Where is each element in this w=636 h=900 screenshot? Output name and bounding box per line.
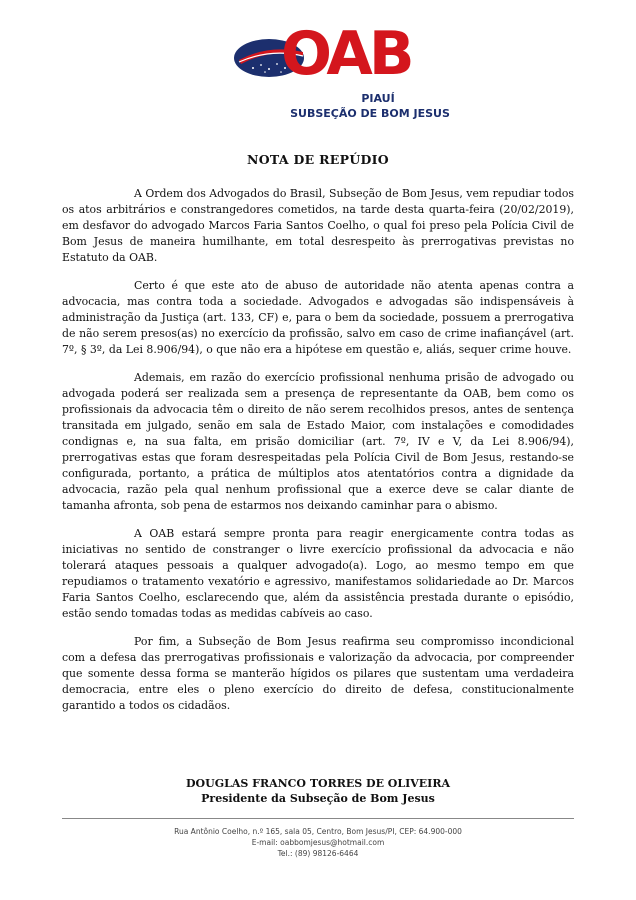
footer [0,826,636,859]
state-name: PIAUÍ [361,92,395,105]
signatory-name: DOUGLAS FRANCO TORRES DE OLIVEIRA [185,777,451,790]
document-title: NOTA DE REPÚDIO [247,152,389,167]
footer-phone: Tel.: (89) 98126-6464 [277,849,359,858]
paragraph: Ademais, em razão do exercício profissional nenhuma prisão de advogado ou advogada poderá ser realizada sem a presença de representante da OAB, bem como os profissionais da advocacia têm o direito de não serem recolhidos presos, antes de sentença transitada em julgado, senão em sala de Estado Maior, com instalações e comodidades condignas e, na sua falta, em prisão domiciliar (art. 7º, IV e V, da Lei 8.906/94), prerrogativas estas que foram desrespeitadas pela Polícia Civil de Bom Jesus, restando-se configurada, portanto, a prática de múltiplos atos atentatórios contra a dignidade da advocacia, razão pela qual nenhum profissional que a exerce deve se calar diante de tamanha afronta, sob pena de estarmos nos deixando caminhar para o abismo. [62,371,574,512]
document-body [62,186,574,726]
paragraph: A Ordem dos Advogados do Brasil, Subseção de Bom Jesus, vem repudiar todos os atos arbitrários e constrangedores cometidos, na tarde desta quarta-feira (20/02/2019), em desfavor do advogado Marcos Faria Santos Coelho, o qual foi preso pela Polícia Civil de Bom Jesus de maneira humilhante, em total desrespeito às prerrogativas previstas no Estatuto da OAB. [62,187,574,264]
signature-block [0,776,636,806]
paragraph: A OAB estará sempre pronta para reagir energicamente contra todas as iniciativas no sentido de constranger o livre exercício profissional da advocacia e não tolerará ataques pessoais a qualquer advogado(a). Logo, ao mesmo tempo em que repudiamos o tratamento vexatório e agressivo, manifestamos solidariedade ao Dr. Marcos Faria Santos Coelho, esclarecendo que, além da assistência prestada durante o episódio, estão sendo tomadas todas as medidas cabíveis ao caso. [62,527,574,620]
footer-divider [62,818,574,819]
letterhead [0,19,636,120]
oab-logo [233,19,411,89]
paragraph: Certo é que este ato de abuso de autoridade não atenta apenas contra a advocacia, mas contra toda a sociedade. Advogados e advogadas são indispensáveis à administração da Justiça (art. 133, CF) e, para o bem da sociedade, possuem a prerrogativa de não serem presos(as) no exercício da profissão, salvo em caso de crime inafiançável (art. 7º, § 3º, da Lei 8.906/94), o que não era a hipótese em questão e, aliás, sequer crime houve. [62,279,574,356]
footer-address: Rua Antônio Coelho, n.º 165, sala 05, Centro, Bom Jesus/PI, CEP: 64.900-000 [174,827,462,836]
logo-wordmark: OAB [281,19,411,89]
subsection-name: SUBSEÇÃO DE BOM JESUS [290,107,450,120]
paragraph: Por fim, a Subseção de Bom Jesus reafirma seu compromisso incondicional com a defesa das prerrogativas profissionais e valorização da advocacia, por compreender que somente dessa forma se manterão hígidos os pilares que sustentam uma verdadeira democracia, entre eles o pleno exercício do direito de defesa, constitucionalmente garantido a todos os cidadãos. [62,635,574,712]
footer-email: E-mail: oabbomjesus@hotmail.com [251,838,385,847]
signatory-role: Presidente da Subseção de Bom Jesus [201,792,435,805]
